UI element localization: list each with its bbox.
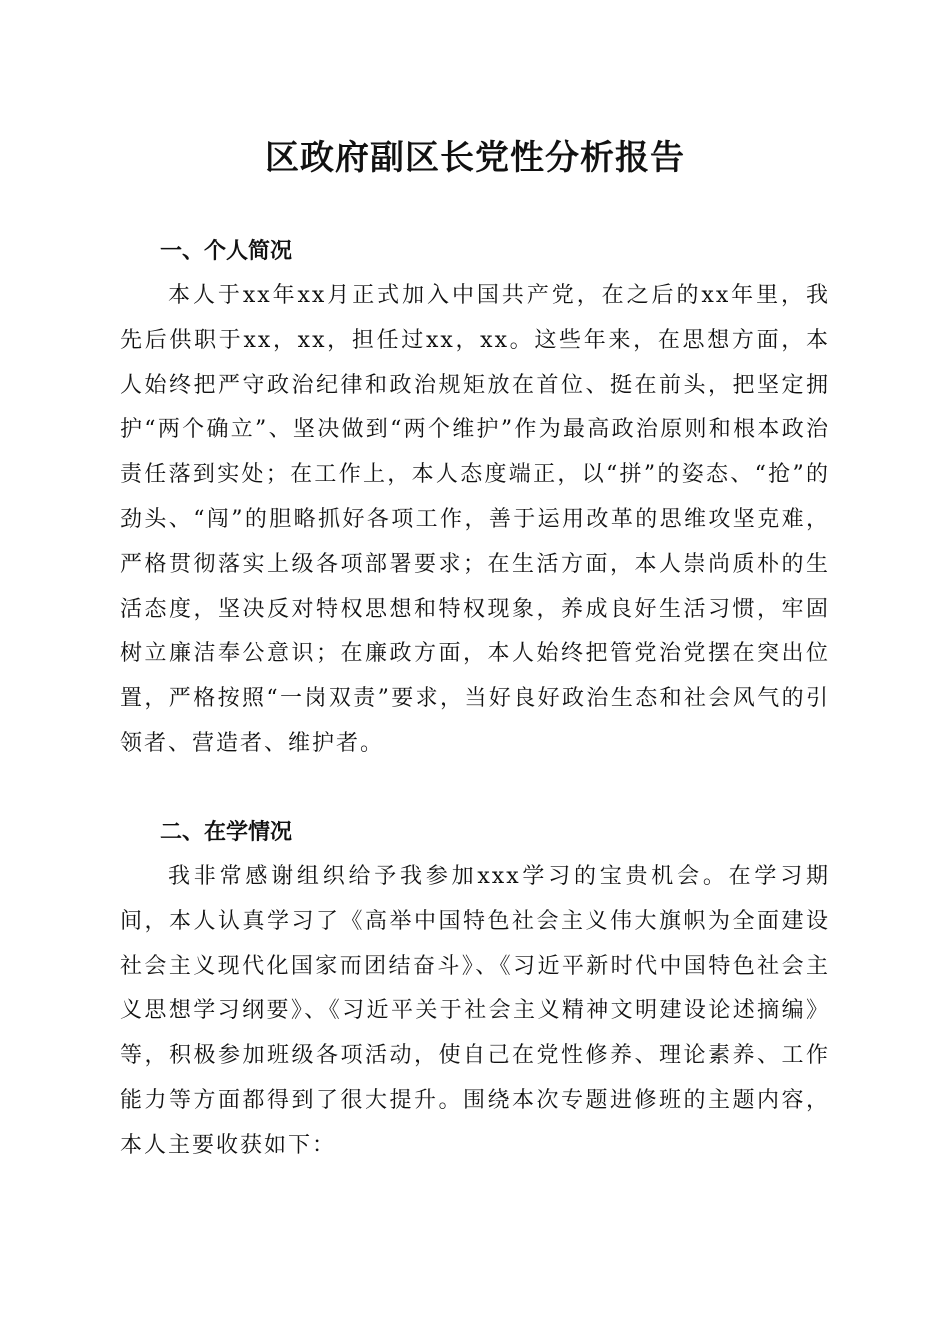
- section-heading-study-status: 二、在学情况: [160, 820, 293, 845]
- document-title: 区政府副区长党性分析报告: [265, 138, 685, 178]
- section-body-personal-profile: 本人于xx年xx月正式加入中国共产党，在之后的xx年里，我先后供职于xx，xx，担任过xx，xx。这些年来，在思想方面，本人始终把严守政治纪律和政治规矩放在首位、挺在前头，把坚定拥护“两个确立”、坚决做到“两个维护”作为最高政治原则和根本政治责任落到实处；在工作上，本人态度端正，以“拼”的姿态、“抢”的劲头、“闯”的胆略抓好各项工作，善于运用改革的思维攻坚克难，严格贯彻落实上级各项部署要求；在生活方面，本人崇尚质朴的生活态度，坚决反对特权思想和特权现象，养成良好生活习惯，牢固树立廉洁奉公意识；在廉政方面，本人始终把管党治党摆在突出位置，严格按照“一岗双责”要求，当好良好政治生态和社会风气的引领者、营造者、维护者。: [120, 283, 830, 756]
- section-body-study-status: 我非常感谢组织给予我参加xxx学习的宝贵机会。在学习期间，本人认真学习了《高举中国特色社会主义伟大旗帜为全面建设社会主义现代化国家而团结奋斗》、《习近平新时代中国特色社会主义思想学习纲要》、《习近平关于社会主义精神文明建设论述摘编》等，积极参加班级各项活动，使自己在党性修养、理论素养、工作能力等方面都得到了很大提升。围绕本次专题进修班的主题内容，本人主要收获如下：: [120, 864, 830, 1158]
- section-heading-personal-profile: 一、个人简况: [160, 239, 293, 264]
